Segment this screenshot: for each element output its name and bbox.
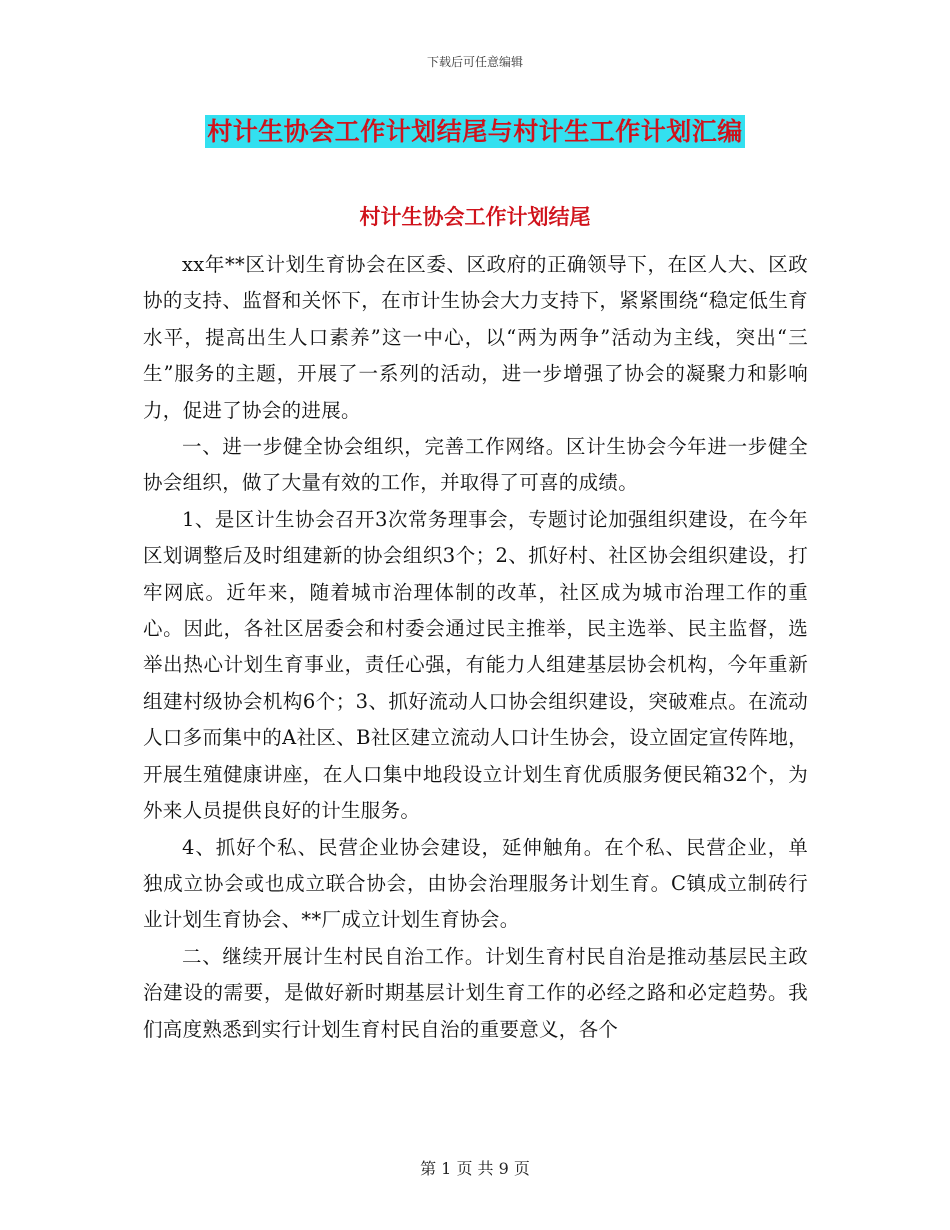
paragraph: 1、是区计生协会召开3次常务理事会，专题讨论加强组织建设，在今年区划调整后及时组建新的协会组织3个；2、抓好村、社区协会组织建设，打牢网底。近年来，随着城市治理体制的改革，社区成为城市治理工作的重心。因此，各社区居委会和村委会通过民主推举，民主选举、民主监督，选举出热心计划生育事业，责任心强，有能力人组建基层协会机构，今年重新组建村级协会机构6个；3、抓好流动人口协会组织建设，突破难点。在流动人口多而集中的A社区、B社区建立流动人口计生协会，设立固定宣传阵地，开展生殖健康讲座，在人口集中地段设立计划生育优质服务便民箱32个，为外来人员提供良好的计生服务。 (143, 507, 808, 823)
document-title (0, 112, 950, 148)
document-title-text: 村计生协会工作计划结尾与村计生工作计划汇编 (207, 117, 743, 146)
paragraph: 一、进一步健全协会组织，完善工作网络。区计生协会今年进一步健全协会组织，做了大量有效的工作，并取得了可喜的成绩。 (143, 435, 808, 495)
paragraph: 二、继续开展计生村民自治工作。计划生育村民自治是推动基层民主政治建设的需要，是做好新时期基层计划生育工作的必经之路和必定趋势。我们高度熟悉到实行计划生育村民自治的重要意义，各个 (143, 944, 808, 1041)
section-title: 村计生协会工作计划结尾 (359, 205, 591, 229)
paragraph: 4、抓好个私、民营企业协会建设，延伸触角。在个私、民营企业，单独成立协会或也成立联合协会，由协会治理服务计划生育。C镇成立制砖行业计划生育协会、**厂成立计划生育协会。 (143, 835, 808, 932)
page-header: 下载后可任意编辑 (426, 55, 523, 69)
document-body (143, 247, 808, 1048)
page-footer: 第 1 页 共 9 页 (420, 1159, 530, 1178)
paragraph: xx年**区计划生育协会在区委、区政府的正确领导下，在区人大、区政协的支持、监督和关怀下，在市计生协会大力支持下，紧紧围绕“稳定低生育水平，提高出生人口素养”这一中心，以“两为两争”活动为主线，突出“三生”服务的主题，开展了一系列的活动，进一步增强了协会的凝聚力和影响力，促进了协会的进展。 (143, 253, 808, 422)
